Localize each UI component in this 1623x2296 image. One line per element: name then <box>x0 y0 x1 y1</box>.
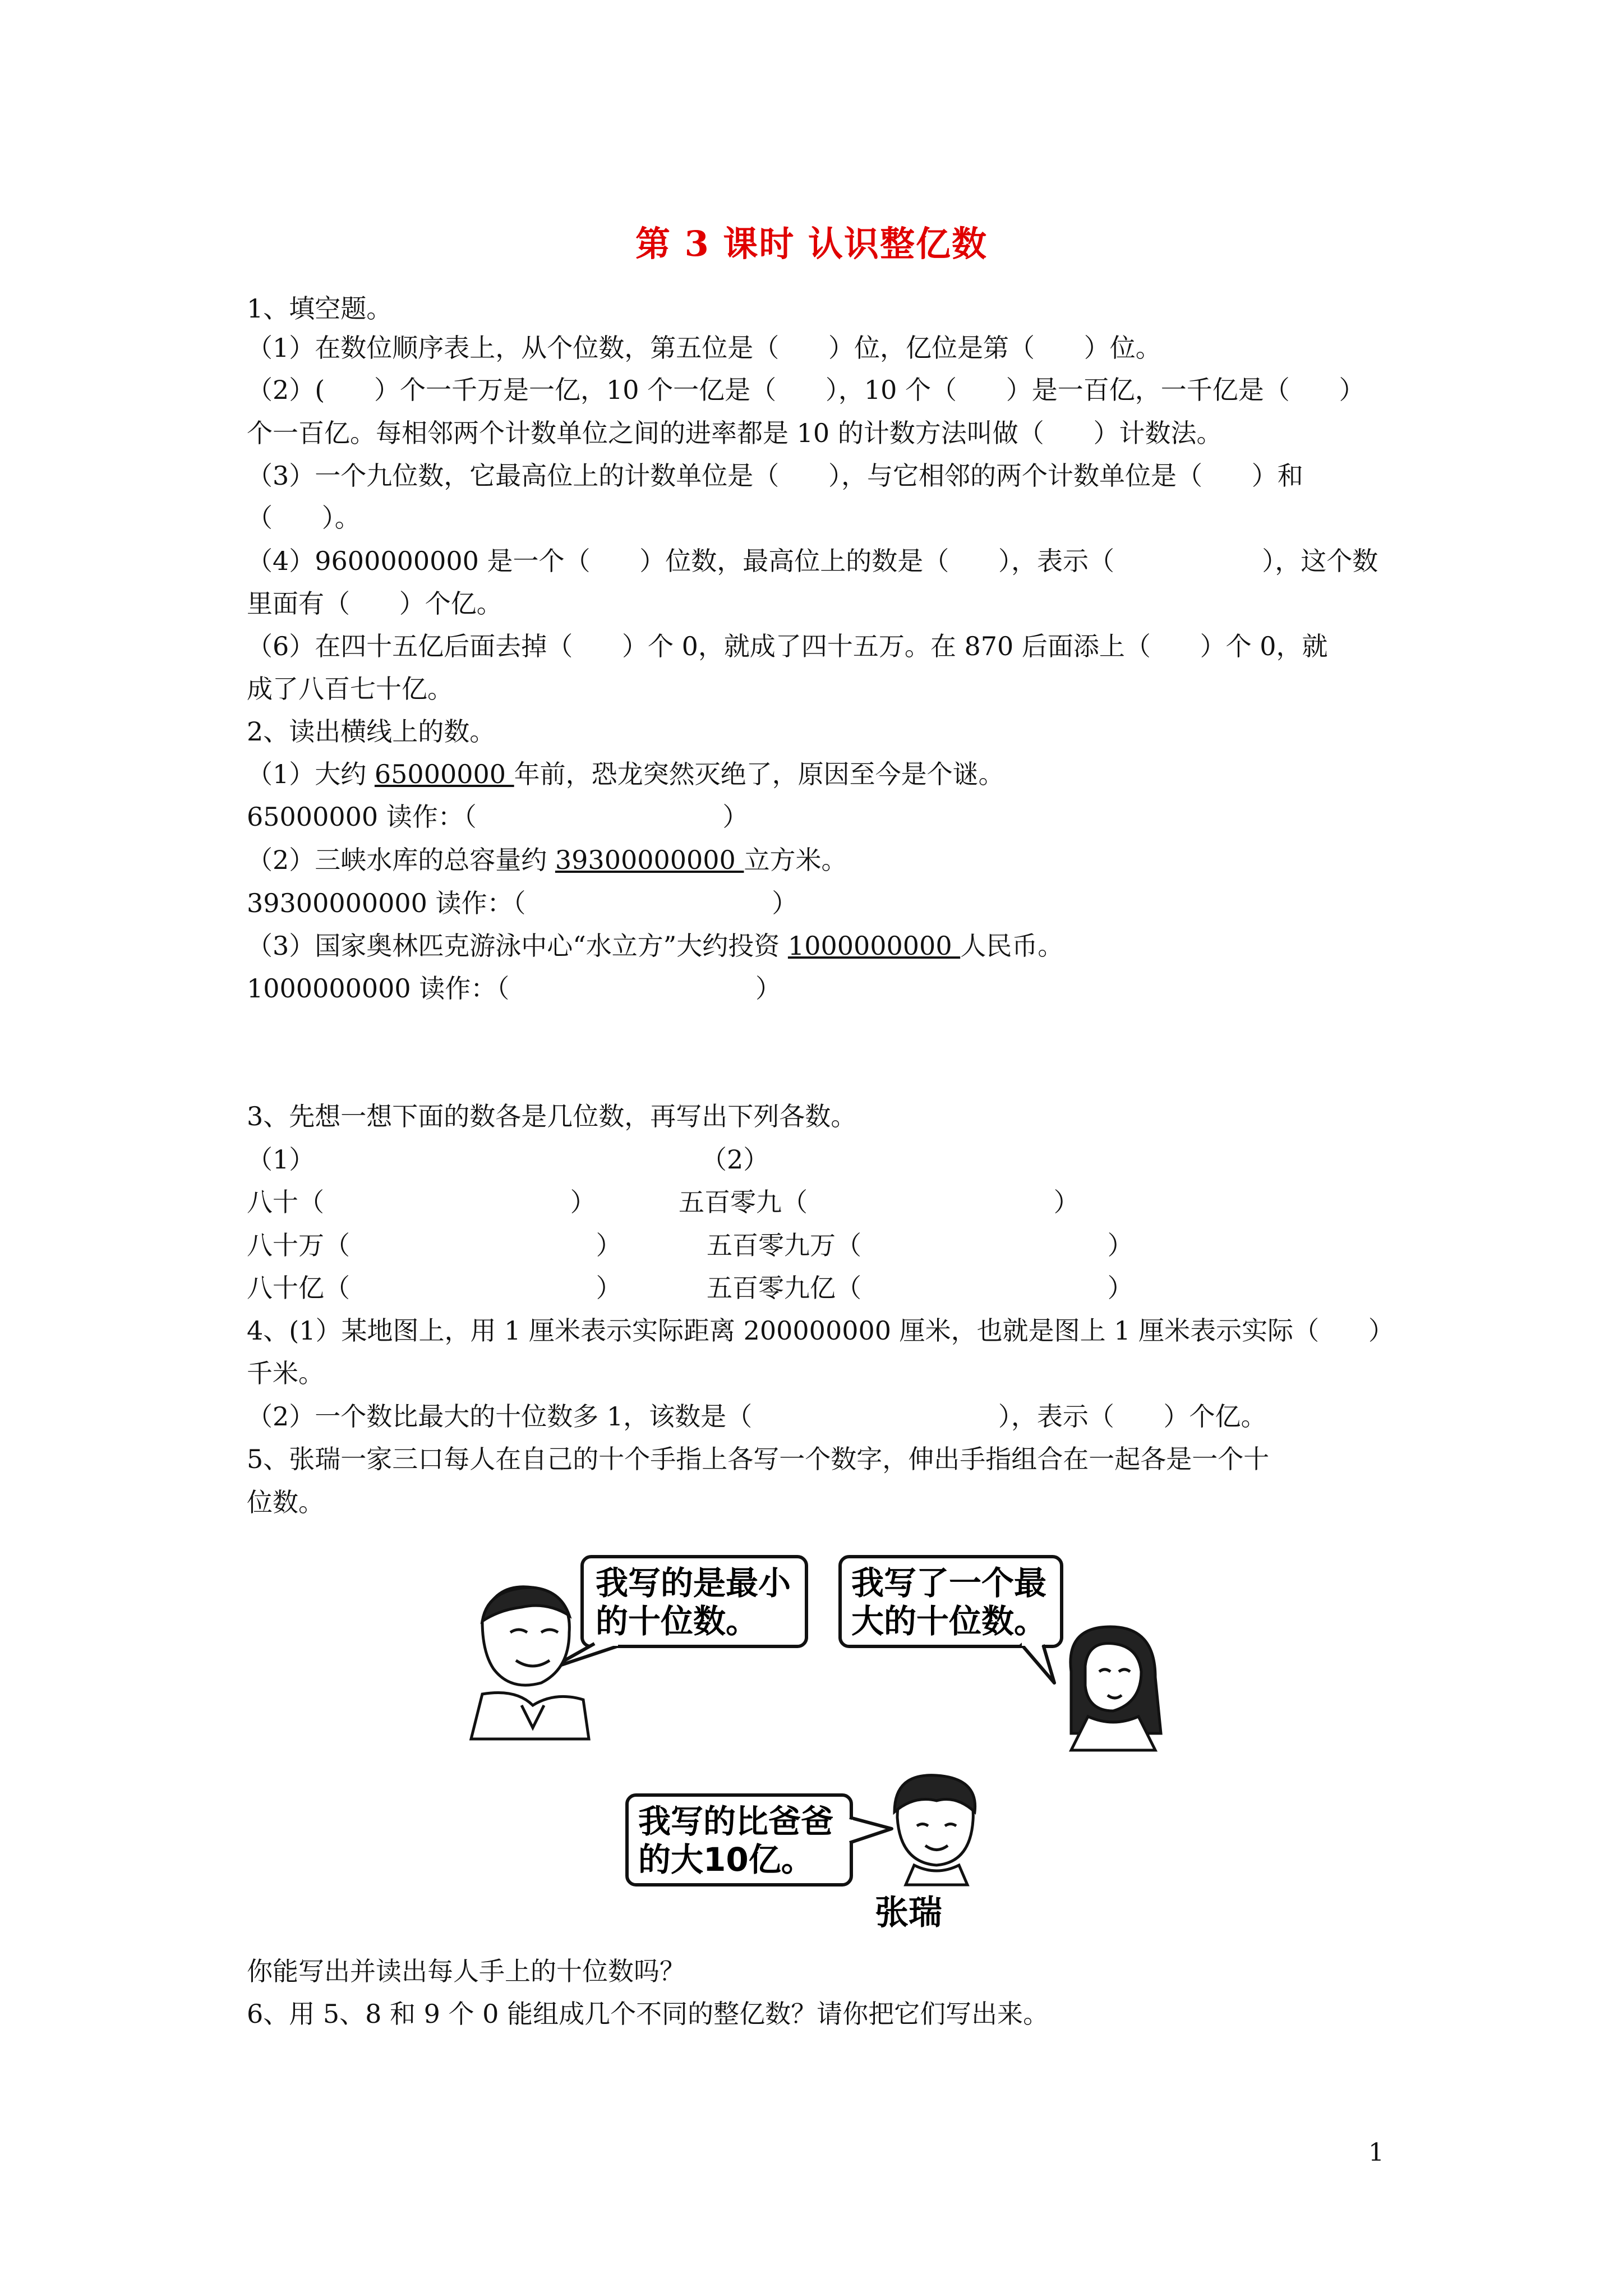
q5-line: 5、张瑞一家三口每人在自己的十个手指上各写一个数字，伸出手指组合在一起各是一个十 <box>247 1444 1270 1474</box>
q5-line: 位数。 <box>247 1487 324 1517</box>
q1-heading: 1、填空题。 <box>247 293 393 324</box>
page-number: 1 <box>1368 2138 1384 2167</box>
q3-item: 五百零九万（ ） <box>707 1230 1133 1260</box>
q1-line: （6）在四十五亿后面去掉（ ）个 0，就成了四十五万。在 870 后面添上（ ）个 0，就 <box>247 631 1328 661</box>
q3-item: 八十（ ） <box>247 1187 596 1217</box>
q3-col2-label: （2） <box>701 1144 769 1175</box>
q1-line: （2）( ）个一千万是一亿，10 个一亿是（ ），10 个（ ）是一百亿，一千亿是（ ） <box>247 375 1365 405</box>
son-figure <box>895 1775 975 1885</box>
bubble-text: 的大10亿。 <box>638 1841 814 1879</box>
q3-item: 八十亿（ ） <box>247 1273 622 1303</box>
q2-text: 年前，恐龙突然灭绝了，原因至今是个谜。 <box>514 759 1004 789</box>
underlined-number: 39300000000 <box>555 845 744 875</box>
q1-line: （3）一个九位数，它最高位上的计数单位是（ ），与它相邻的两个计数单位是（ ）和 <box>247 461 1303 491</box>
q1-line: （4）9600000000 是一个（ ）位数，最高位上的数是（ ），表示（ ），这个数 <box>247 546 1378 576</box>
q2-text: （3）国家奥林匹克游泳中心“水立方”大约投资 <box>247 931 788 961</box>
q3-item: 五百零九亿（ ） <box>707 1273 1133 1303</box>
bubble-text: 我写的是最小 <box>596 1564 791 1602</box>
q2-text: 立方米。 <box>744 845 847 875</box>
q2-answer-2: 39300000000 读作：（ ） <box>247 888 798 918</box>
q1-line: 成了八百七十亿。 <box>247 674 453 704</box>
q2-text: （2）三峡水库的总容量约 <box>247 845 555 875</box>
q4-line: 4、(1）某地图上，用 1 厘米表示实际距离 200000000 厘米，也就是图上 1 厘米表示实际（ ） <box>247 1315 1394 1346</box>
underlined-number: 65000000 <box>374 759 514 789</box>
q3-heading: 3、先想一想下面的数各是几位数，再写出下列各数。 <box>247 1101 857 1131</box>
q6-line: 6、用 5、8 和 9 个 0 能组成几个不同的整亿数？请你把它们写出来。 <box>247 1999 1049 2029</box>
son-name-label: 张瑞 <box>875 1893 942 1932</box>
page-title: 第 3 课时 认识整亿数 <box>635 223 988 264</box>
q4-line: （2）一个数比最大的十位数多 1，该数是（ ），表示（ ）个亿。 <box>247 1401 1267 1432</box>
bubble-text: 我写的比爸爸 <box>638 1802 834 1841</box>
q1-line: 个一百亿。每相邻两个计数单位之间的进率都是 10 的计数方法叫做（ ）计数法。 <box>247 418 1223 448</box>
bubble-text: 我写了一个最 <box>851 1564 1047 1602</box>
bubble-text: 大的十位数。 <box>851 1602 1047 1640</box>
q2-text: 人民币。 <box>960 931 1064 961</box>
son-speech-bubble <box>627 1795 892 1885</box>
q2-heading: 2、读出横线上的数。 <box>247 716 496 747</box>
q5-question: 你能写出并读出每人手上的十位数吗？ <box>247 1956 685 1986</box>
q2-text: （1）大约 <box>247 759 375 789</box>
underlined-number: 1000000000 <box>787 931 961 961</box>
q1-line: 里面有（ ）个亿。 <box>247 588 502 619</box>
q4-line: 千米。 <box>247 1358 324 1388</box>
q2-item-3 <box>247 929 1063 963</box>
q3-col1-label: （1） <box>247 1144 315 1175</box>
q1-line: （ ）。 <box>247 503 361 533</box>
q3-item: 五百零九（ ） <box>679 1187 1080 1217</box>
q2-answer-3: 1000000000 读作：（ ） <box>247 973 781 1004</box>
mom-speech-bubble <box>840 1557 1062 1683</box>
bubble-text: 的十位数。 <box>596 1602 759 1640</box>
mom-figure <box>1071 1627 1161 1750</box>
family-illustration <box>449 1548 1189 1941</box>
dad-speech-bubble <box>550 1557 806 1669</box>
q3-item: 八十万（ ） <box>247 1230 622 1260</box>
q2-item-1 <box>247 757 1004 791</box>
q2-answer-1: 65000000 读作：（ ） <box>247 802 749 832</box>
q2-item-2 <box>247 843 847 877</box>
q1-line: （1）在数位顺序表上，从个位数，第五位是（ ）位，亿位是第（ ）位。 <box>247 333 1161 363</box>
